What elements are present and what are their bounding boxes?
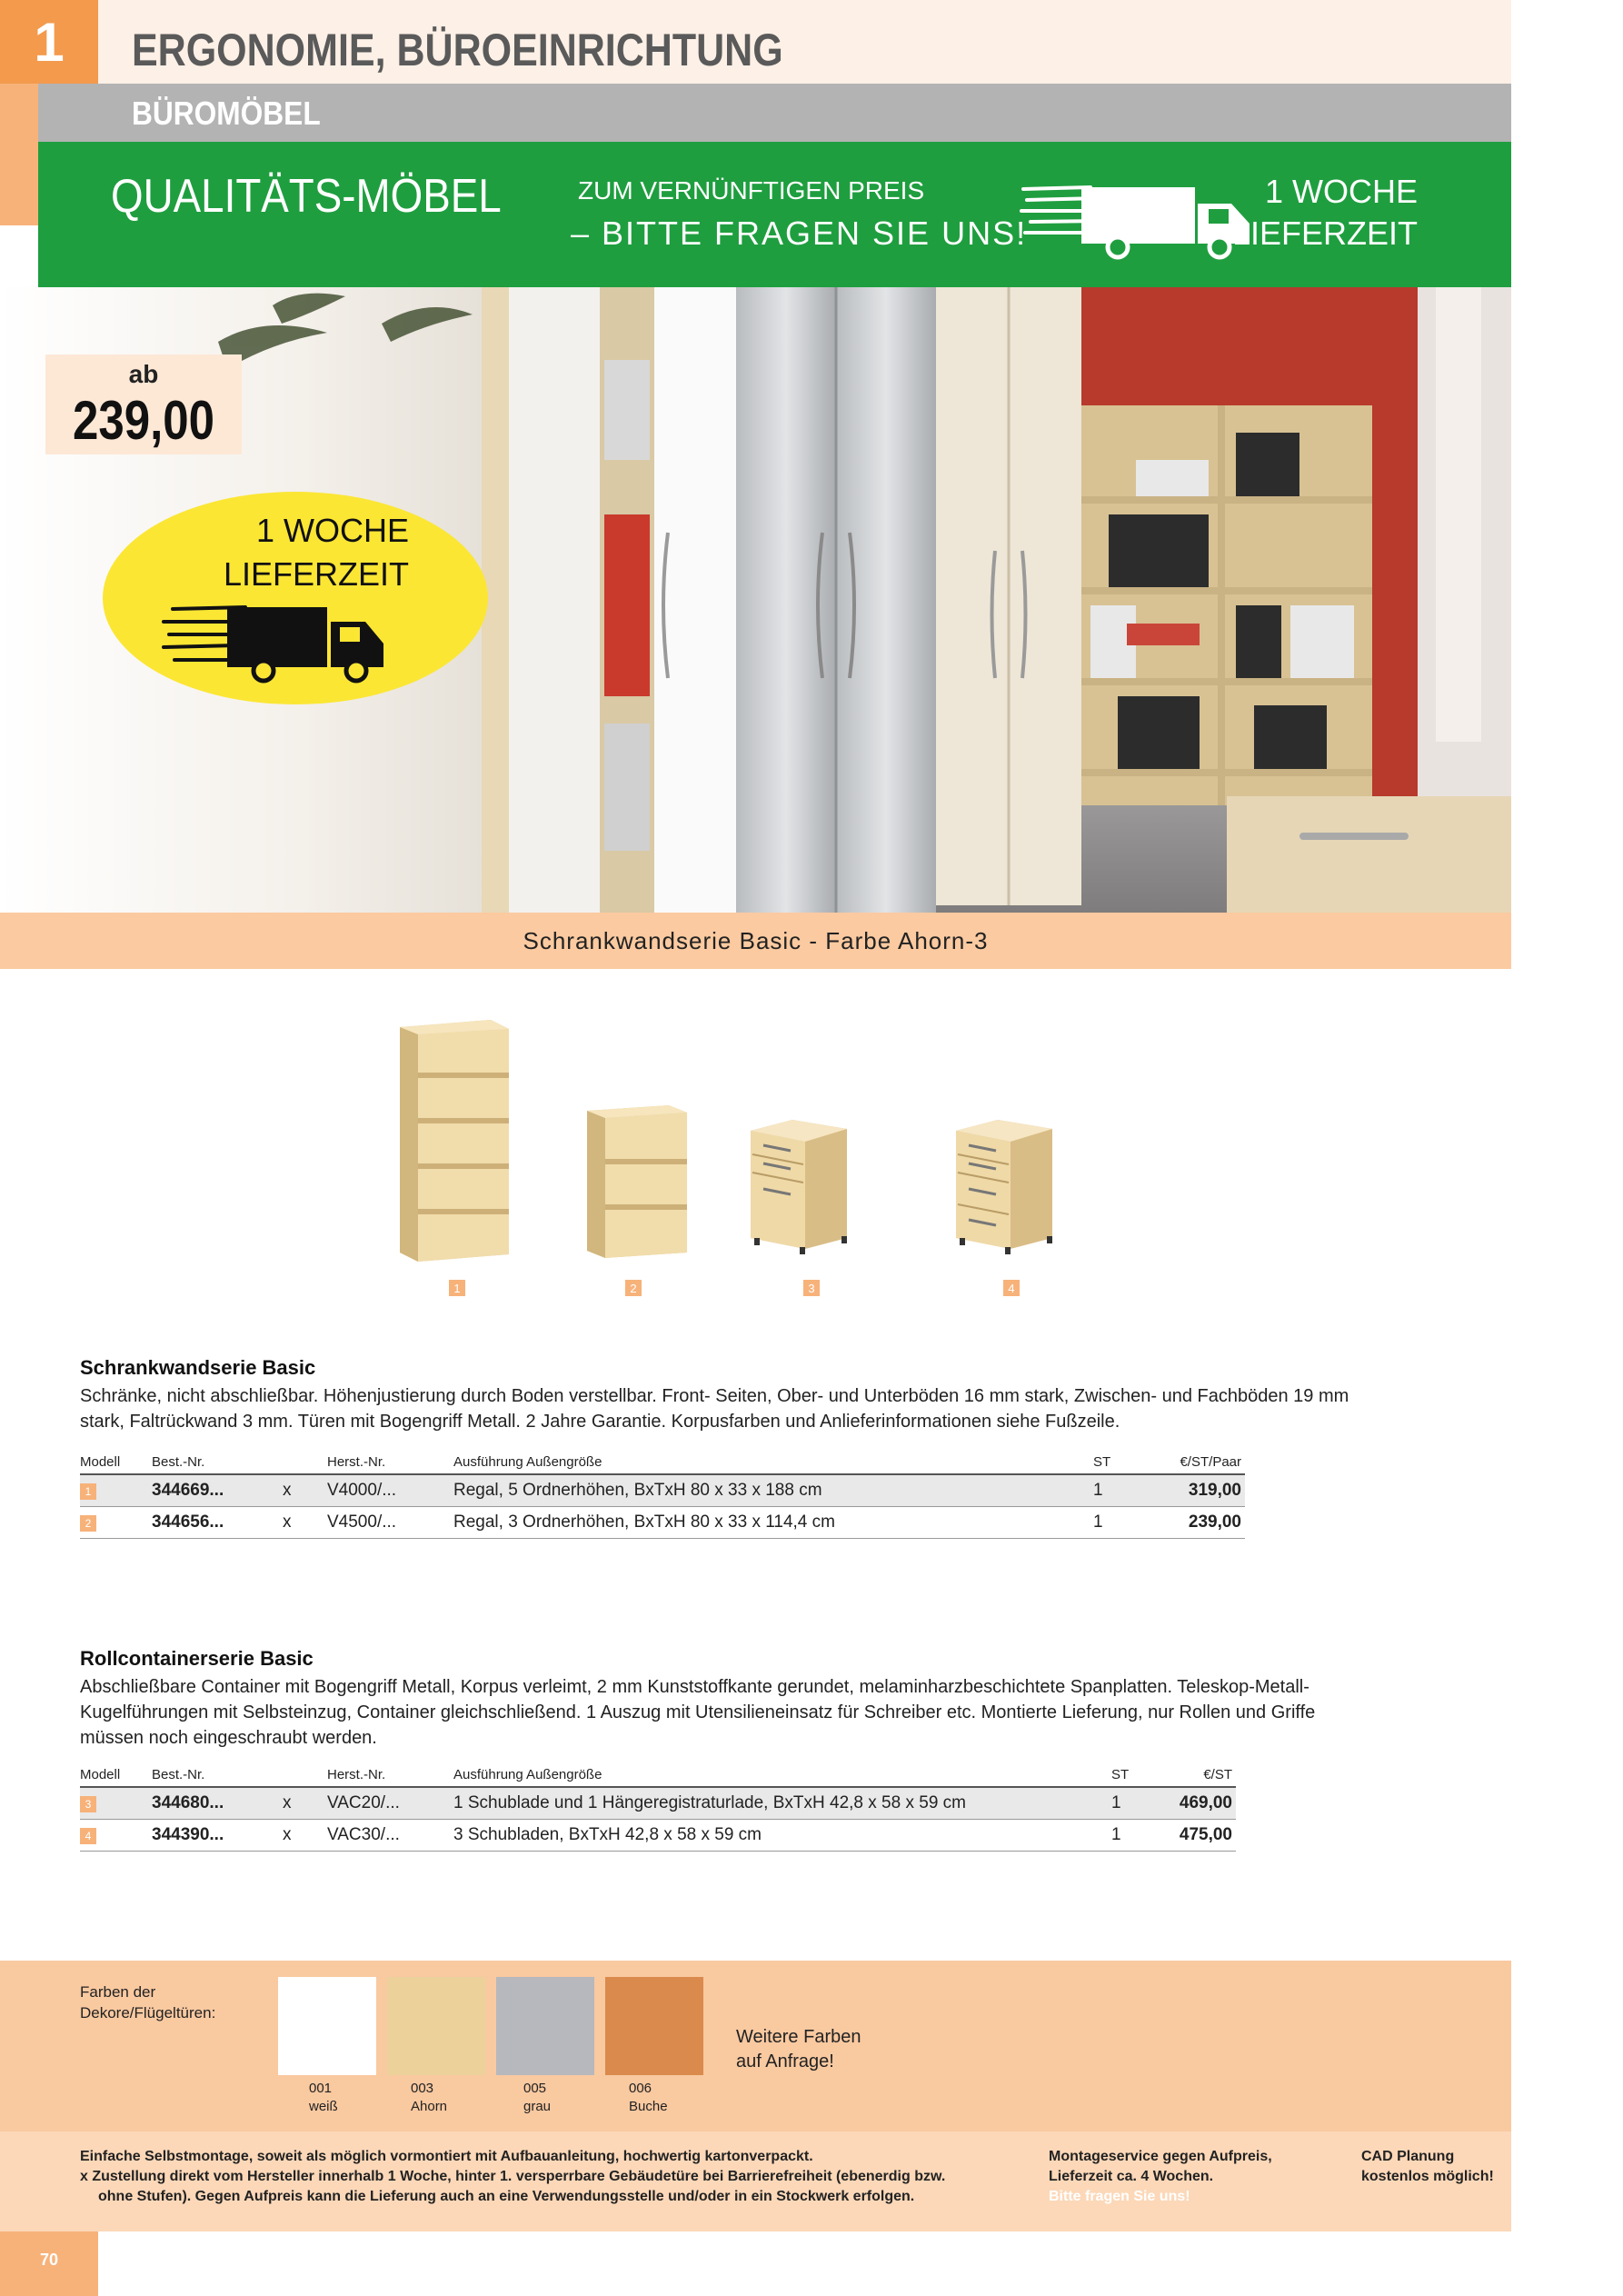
table-row	[80, 1507, 1245, 1539]
color-swatch-buche	[605, 1977, 703, 2075]
banner-delivery-line-1: 1 WOCHE	[1264, 173, 1418, 210]
color-swatch-weiss	[278, 1977, 376, 2075]
swatch-label	[309, 2080, 338, 2116]
montage-line-1: Montageservice gegen Aufpreis,	[1049, 2149, 1272, 2164]
st: 1	[1111, 1787, 1179, 1820]
swatch-name: Ahorn	[411, 2099, 448, 2114]
st: 1	[1093, 1507, 1160, 1539]
best-nr: 344656...	[152, 1507, 283, 1539]
delivery-mark: x	[283, 1820, 327, 1852]
delivery-badge-line-1: 1 WOCHE	[255, 512, 409, 549]
best-nr: 344390...	[152, 1820, 283, 1852]
product-badge-4: 4	[1003, 1280, 1020, 1296]
st: 1	[1111, 1820, 1179, 1852]
swatch-label	[629, 2080, 668, 2116]
delivery-mark: x	[283, 1787, 327, 1820]
footer-line-1: Einfache Selbstmontage, soweit als möglich vormontiert mit Aufbauanleitung, hochwertig kartonverpackt.	[80, 2149, 813, 2164]
col-best-nr: Best.-Nr.	[152, 1454, 283, 1474]
banner-delivery	[1209, 171, 1418, 255]
price: 475,00	[1179, 1820, 1236, 1852]
colors-label-line-1: Farben der	[80, 1983, 156, 2001]
col-herst-nr: Herst.-Nr.	[327, 1454, 453, 1474]
col-ausfuehrung: Ausführung Außengröße	[453, 1454, 1093, 1474]
ausfuehrung: 3 Schubladen, BxTxH 42,8 x 58 x 59 cm	[453, 1820, 1111, 1852]
section-2-title: Rollcontainerserie Basic	[80, 1647, 314, 1670]
col-price: €/ST/Paar	[1160, 1454, 1245, 1474]
cad-line-1: CAD Planung	[1361, 2149, 1455, 2164]
col-best-nr: Best.-Nr.	[152, 1767, 283, 1787]
shelf-tall-illustration	[400, 1020, 509, 1262]
photo-caption: Schrankwandserie Basic - Farbe Ahorn-3	[523, 927, 989, 954]
col-price: €/ST	[1179, 1767, 1236, 1787]
model-badge: 1	[80, 1483, 96, 1500]
montage-line-2: Lieferzeit ca. 4 Wochen.	[1049, 2169, 1214, 2184]
price-value: 239,00	[72, 390, 214, 451]
best-nr: 344680...	[152, 1787, 283, 1820]
swatch-label	[523, 2080, 551, 2116]
banner-delivery-line-2: LIEFERZEIT	[1231, 215, 1418, 252]
delivery-mark: x	[283, 1474, 327, 1507]
container-2-illustration	[956, 1120, 1052, 1254]
swatch-code: 003	[411, 2081, 434, 2096]
section-1-title: Schrankwandserie Basic	[80, 1356, 316, 1379]
chapter-number: 1	[0, 0, 98, 84]
colors-label-line-2: Dekore/Flügeltüren:	[80, 2004, 216, 2021]
swatch-code: 005	[523, 2081, 547, 2096]
delivery-badge-line-2: LIEFERZEIT	[223, 555, 409, 593]
swatch-name: Buche	[629, 2099, 668, 2114]
footer-line-2: x Zustellung direkt vom Hersteller innerhalb 1 Woche, hinter 1. versperrbare Gebäudetüre bei Barrierefreiheit (ebenerdig bzw.	[80, 2169, 946, 2184]
product-drawings	[382, 1009, 1109, 1300]
footer-line-3: ohne Stufen). Gegen Aufpreis kann die Lieferung auch an eine Verwendungsstelle und/oder in ein Stockwerk erfolgen.	[98, 2189, 915, 2204]
col-x	[283, 1767, 327, 1787]
product-badge-1: 1	[449, 1280, 465, 1296]
montage-note	[1049, 2147, 1321, 2207]
price: 319,00	[1160, 1474, 1245, 1507]
product-badge-3: 3	[803, 1280, 820, 1296]
ausfuehrung: Regal, 5 Ordnerhöhen, BxTxH 80 x 33 x 188 cm	[453, 1474, 1093, 1507]
model-badge: 2	[80, 1515, 96, 1532]
delivery-badge-text	[191, 509, 409, 596]
swatch-code: 006	[629, 2081, 652, 2096]
ausfuehrung: 1 Schublade und 1 Hängeregistraturlade, BxTxH 42,8 x 58 x 59 cm	[453, 1787, 1111, 1820]
herst-nr: V4500/...	[327, 1507, 453, 1539]
col-st: ST	[1093, 1454, 1160, 1474]
ausfuehrung: Regal, 3 Ordnerhöhen, BxTxH 80 x 33 x 114,4 cm	[453, 1507, 1093, 1539]
col-herst-nr: Herst.-Nr.	[327, 1767, 453, 1787]
page-number: 70	[39, 2251, 59, 2269]
footer-info	[80, 2147, 989, 2207]
swatch-label	[411, 2080, 447, 2116]
banner-title: QUALITÄTS-MÖBEL	[111, 170, 502, 223]
swatch-name: weiß	[309, 2099, 338, 2114]
col-x	[283, 1454, 327, 1474]
shelf-short-illustration	[587, 1105, 687, 1258]
swatch-code: 001	[309, 2081, 333, 2096]
banner-line-2: – BITTE FRAGEN SIE UNS!	[571, 215, 1028, 252]
price-prefix: ab	[128, 360, 159, 388]
swatch-name: grau	[523, 2099, 552, 2114]
product-badge-2: 2	[625, 1280, 642, 1296]
st: 1	[1093, 1474, 1160, 1507]
montage-line-3: Bitte fragen Sie uns!	[1049, 2189, 1190, 2204]
section-2-description: Abschließbare Container mit Bogengriff Metall, Korpus verleimt, 2 mm Kunststoffkante gerundet, melaminharzbeschichtete Spanplatten. Teleskop-Metall-Kugelführungen mit Selbsteinzug, Container gleichschließend. 1 Auszug mit Utensilieneinsatz für Schreiber etc. Montierte Lieferung, nur Rollen und Griffe müssen noch eingeschraubt werden.	[80, 1677, 1316, 1748]
table-row	[80, 1820, 1236, 1852]
container-1-illustration	[751, 1120, 847, 1254]
more-colors-line-2: auf Anfrage!	[736, 2051, 834, 2071]
section-1-description: Schränke, nicht abschließbar. Höhenjustierung durch Boden verstellbar. Front- Seiten, Ober- und Unterböden 16 mm stark, Zwischen- und Fachböden 19 mm stark, Faltrückwand 3 mm. Türen mit Bogengriff Metall. 2 Jahre Garantie. Korpusfarben und Anlieferinformationen siehe Fußzeile.	[80, 1386, 1349, 1432]
colors-label	[80, 1982, 215, 2023]
col-model: Modell	[80, 1454, 152, 1474]
herst-nr: VAC20/...	[327, 1787, 453, 1820]
cad-note	[1361, 2147, 1507, 2187]
color-swatch-ahorn	[387, 1977, 485, 2075]
table-row	[80, 1787, 1236, 1820]
herst-nr: VAC30/...	[327, 1820, 453, 1852]
best-nr: 344669...	[152, 1474, 283, 1507]
product-illustrations	[382, 1009, 1109, 1300]
banner-line-1: ZUM VERNÜNFTIGEN PREIS	[578, 176, 925, 205]
table-row	[80, 1474, 1245, 1507]
page-subtitle: BÜROMÖBEL	[132, 95, 321, 132]
model-badge: 4	[80, 1828, 96, 1844]
section-1-table	[80, 1454, 1245, 1539]
cad-line-2: kostenlos möglich!	[1361, 2169, 1494, 2184]
color-swatch-grau	[496, 1977, 594, 2075]
col-ausfuehrung: Ausführung Außengröße	[453, 1767, 1111, 1787]
col-model: Modell	[80, 1767, 152, 1787]
model-badge: 3	[80, 1796, 96, 1812]
more-colors-note	[736, 2025, 861, 2074]
page-title: ERGONOMIE, BÜROEINRICHTUNG	[132, 25, 783, 75]
price: 469,00	[1179, 1787, 1236, 1820]
herst-nr: V4000/...	[327, 1474, 453, 1507]
delivery-mark: x	[283, 1507, 327, 1539]
price: 239,00	[1160, 1507, 1245, 1539]
more-colors-line-1: Weitere Farben	[736, 2027, 861, 2047]
col-st: ST	[1111, 1767, 1179, 1787]
section-2-table	[80, 1767, 1236, 1852]
